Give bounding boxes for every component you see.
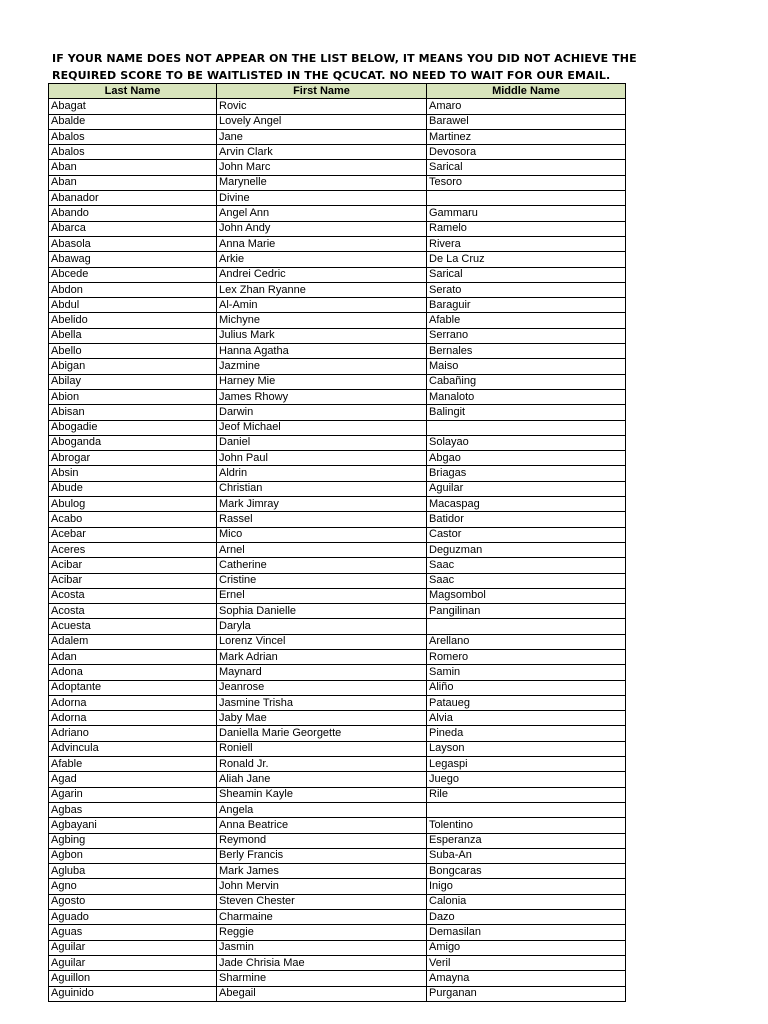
middle-name-cell: Layson [427,741,626,756]
first-name-cell: Jane [217,129,427,144]
table-row [49,741,626,756]
last-name-cell: Aban [49,160,217,175]
first-name-cell: Christian [217,481,427,496]
middle-name-cell: Rile [427,787,626,802]
table-row [49,955,626,970]
middle-name-cell: Maiso [427,359,626,374]
middle-name-cell: Esperanza [427,833,626,848]
middle-name-cell [427,420,626,435]
last-name-cell: Aguinido [49,986,217,1001]
table-row [49,206,626,221]
last-name-cell: Agbon [49,848,217,863]
table-row [49,649,626,664]
first-name-cell: Arkie [217,252,427,267]
table-row [49,894,626,909]
first-name-cell: Jaby Mae [217,711,427,726]
last-name-cell: Afable [49,757,217,772]
middle-name-cell: Amigo [427,940,626,955]
middle-name-cell: Devosora [427,145,626,160]
table-row [49,818,626,833]
middle-name-cell: Samin [427,665,626,680]
middle-name-cell: Martinez [427,129,626,144]
middle-name-cell: Ramelo [427,221,626,236]
first-name-cell: John Paul [217,451,427,466]
table-row [49,542,626,557]
table-row [49,879,626,894]
table-row [49,481,626,496]
first-name-cell: Daniella Marie Georgette [217,726,427,741]
middle-name-cell: Saac [427,558,626,573]
first-name-cell: Aliah Jane [217,772,427,787]
last-name-cell: Abdul [49,298,217,313]
table-row [49,298,626,313]
last-name-cell: Agno [49,879,217,894]
first-name-cell: Charmaine [217,910,427,925]
table-row [49,420,626,435]
last-name-cell: Abrogar [49,451,217,466]
middle-name-cell: Pangilinan [427,604,626,619]
middle-name-cell: Aguilar [427,481,626,496]
table-row [49,175,626,190]
first-name-cell: Mark Jimray [217,497,427,512]
notice-text [52,50,652,84]
first-name-cell: Arvin Clark [217,145,427,160]
first-name-cell: Julius Mark [217,328,427,343]
middle-name-cell: Romero [427,649,626,664]
table-row [49,573,626,588]
first-name-cell: Ronald Jr. [217,757,427,772]
table-row [49,160,626,175]
table-row [49,405,626,420]
middle-name-cell: Bongcaras [427,864,626,879]
first-name-cell: Cristine [217,573,427,588]
first-name-cell: Angela [217,802,427,817]
table-row [49,451,626,466]
table-row [49,695,626,710]
last-name-cell: Adan [49,649,217,664]
first-name-cell: Arnel [217,542,427,557]
first-name-cell: Reggie [217,925,427,940]
middle-name-cell: Calonia [427,894,626,909]
first-name-cell: Lovely Angel [217,114,427,129]
table-row [49,680,626,695]
first-name-cell: Jasmine Trisha [217,695,427,710]
table-row [49,986,626,1001]
last-name-cell: Adriano [49,726,217,741]
first-name-cell: Marynelle [217,175,427,190]
first-name-cell: Berly Francis [217,848,427,863]
table-row [49,711,626,726]
first-name-cell: Steven Chester [217,894,427,909]
last-name-cell: Acabo [49,512,217,527]
middle-name-cell: Alvia [427,711,626,726]
middle-name-cell [427,619,626,634]
last-name-cell: Agluba [49,864,217,879]
middle-name-cell: Tesoro [427,175,626,190]
last-name-cell: Adorna [49,695,217,710]
middle-name-cell: Deguzman [427,542,626,557]
last-name-cell: Agbayani [49,818,217,833]
first-name-cell: Daryla [217,619,427,634]
middle-name-cell: Cabañing [427,374,626,389]
middle-name-cell: Sarical [427,267,626,282]
first-name-cell: Jasmin [217,940,427,955]
middle-name-cell: Macaspag [427,497,626,512]
table-row [49,726,626,741]
first-name-cell: Anna Marie [217,236,427,251]
last-name-cell: Abasola [49,236,217,251]
last-name-cell: Adorna [49,711,217,726]
first-name-cell: Angel Ann [217,206,427,221]
table-row [49,129,626,144]
middle-name-cell: Arellano [427,634,626,649]
last-name-cell: Agad [49,772,217,787]
table-row [49,757,626,772]
middle-name-cell: Sarical [427,160,626,175]
first-name-cell: Anna Beatrice [217,818,427,833]
middle-name-cell: Rivera [427,236,626,251]
first-name-cell: Roniell [217,741,427,756]
first-name-cell: Lorenz Vincel [217,634,427,649]
first-name-cell: Mico [217,527,427,542]
table-row [49,512,626,527]
table-row [49,114,626,129]
last-name-cell: Acosta [49,604,217,619]
table-row [49,221,626,236]
table-row [49,864,626,879]
last-name-cell: Abagat [49,99,217,114]
first-name-cell: Abegail [217,986,427,1001]
first-name-cell: Daniel [217,435,427,450]
last-name-cell: Acebar [49,527,217,542]
middle-name-cell: Serrano [427,328,626,343]
middle-name-cell: Suba-An [427,848,626,863]
last-name-cell: Aguado [49,910,217,925]
table-row [49,328,626,343]
first-name-cell: Aldrin [217,466,427,481]
first-name-cell: John Mervin [217,879,427,894]
middle-name-cell: Aliño [427,680,626,695]
first-name-cell: Jade Chrisia Mae [217,955,427,970]
last-name-cell: Agbing [49,833,217,848]
last-name-cell: Aguillon [49,971,217,986]
table-row [49,389,626,404]
first-name-cell: Al-Amin [217,298,427,313]
last-name-cell: Abisan [49,405,217,420]
last-name-cell: Adalem [49,634,217,649]
table-row [49,787,626,802]
last-name-cell: Adoptante [49,680,217,695]
table-row [49,466,626,481]
first-name-cell: Jeanrose [217,680,427,695]
last-name-cell: Abawag [49,252,217,267]
header-last-name: Last Name [49,84,217,99]
table-row [49,282,626,297]
header-row [49,84,626,99]
middle-name-cell: Serato [427,282,626,297]
last-name-cell: Advincula [49,741,217,756]
table-row [49,497,626,512]
table-row [49,925,626,940]
table-row [49,604,626,619]
middle-name-cell: Tolentino [427,818,626,833]
last-name-cell: Acosta [49,588,217,603]
middle-name-cell: Gammaru [427,206,626,221]
first-name-cell: Hanna Agatha [217,344,427,359]
first-name-cell: Rassel [217,512,427,527]
middle-name-cell: De La Cruz [427,252,626,267]
table-row [49,527,626,542]
last-name-cell: Abalos [49,145,217,160]
middle-name-cell: Inigo [427,879,626,894]
middle-name-cell: Bernales [427,344,626,359]
first-name-cell: Andrei Cedric [217,267,427,282]
last-name-cell: Acibar [49,558,217,573]
last-name-cell: Abogadie [49,420,217,435]
notice-line-1: IF YOUR NAME DOES NOT APPEAR ON THE LIST BELOW, IT MEANS YOU DID NOT ACHIEVE THE [52,52,637,65]
middle-name-cell: Dazo [427,910,626,925]
first-name-cell: James Rhowy [217,389,427,404]
first-name-cell: Reymond [217,833,427,848]
middle-name-cell: Juego [427,772,626,787]
table-row [49,833,626,848]
last-name-cell: Abdon [49,282,217,297]
first-name-cell: Catherine [217,558,427,573]
middle-name-cell: Balingit [427,405,626,420]
first-name-cell: Darwin [217,405,427,420]
last-name-cell: Abude [49,481,217,496]
middle-name-cell: Solayao [427,435,626,450]
middle-name-cell: Legaspi [427,757,626,772]
header-middle-name: Middle Name [427,84,626,99]
last-name-cell: Aboganda [49,435,217,450]
first-name-cell: Divine [217,191,427,206]
last-name-cell: Abarca [49,221,217,236]
last-name-cell: Agosto [49,894,217,909]
last-name-cell: Acibar [49,573,217,588]
last-name-cell: Aguilar [49,940,217,955]
last-name-cell: Abigan [49,359,217,374]
last-name-cell: Agarin [49,787,217,802]
table-row [49,191,626,206]
table-row [49,344,626,359]
middle-name-cell: Barawel [427,114,626,129]
table-row [49,588,626,603]
first-name-cell: Lex Zhan Ryanne [217,282,427,297]
table-row [49,374,626,389]
middle-name-cell [427,802,626,817]
last-name-cell: Aguilar [49,955,217,970]
middle-name-cell: Abgao [427,451,626,466]
middle-name-cell: Afable [427,313,626,328]
first-name-cell: John Andy [217,221,427,236]
table-row [49,252,626,267]
last-name-cell: Abalde [49,114,217,129]
first-name-cell: Ernel [217,588,427,603]
first-name-cell: Sophia Danielle [217,604,427,619]
middle-name-cell: Demasilan [427,925,626,940]
last-name-cell: Abelido [49,313,217,328]
first-name-cell: Sheamin Kayle [217,787,427,802]
table-row [49,910,626,925]
middle-name-cell: Baraguir [427,298,626,313]
table-row [49,236,626,251]
last-name-cell: Abulog [49,497,217,512]
table-row [49,313,626,328]
last-name-cell: Abando [49,206,217,221]
last-name-cell: Abcede [49,267,217,282]
last-name-cell: Absin [49,466,217,481]
names-table [48,83,626,1002]
header-first-name: First Name [217,84,427,99]
table-row [49,435,626,450]
middle-name-cell [427,191,626,206]
table-row [49,99,626,114]
last-name-cell: Aban [49,175,217,190]
middle-name-cell: Castor [427,527,626,542]
middle-name-cell: Veril [427,955,626,970]
last-name-cell: Aceres [49,542,217,557]
table-row [49,359,626,374]
table-row [49,665,626,680]
table-body [49,99,626,1002]
last-name-cell: Abilay [49,374,217,389]
middle-name-cell: Amaro [427,99,626,114]
table-row [49,558,626,573]
middle-name-cell: Pineda [427,726,626,741]
middle-name-cell: Purganan [427,986,626,1001]
table-row [49,145,626,160]
middle-name-cell: Briagas [427,466,626,481]
last-name-cell: Abion [49,389,217,404]
last-name-cell: Abanador [49,191,217,206]
last-name-cell: Abello [49,344,217,359]
table-row [49,848,626,863]
table-row [49,267,626,282]
table-row [49,971,626,986]
first-name-cell: Sharmine [217,971,427,986]
last-name-cell: Aguas [49,925,217,940]
middle-name-cell: Saac [427,573,626,588]
table-row [49,619,626,634]
middle-name-cell: Batidor [427,512,626,527]
first-name-cell: Mark James [217,864,427,879]
first-name-cell: Michyne [217,313,427,328]
table-row [49,940,626,955]
last-name-cell: Adona [49,665,217,680]
middle-name-cell: Amayna [427,971,626,986]
table-row [49,802,626,817]
last-name-cell: Agbas [49,802,217,817]
last-name-cell: Abella [49,328,217,343]
middle-name-cell: Manaloto [427,389,626,404]
first-name-cell: Rovic [217,99,427,114]
first-name-cell: Harney Mie [217,374,427,389]
last-name-cell: Abalos [49,129,217,144]
first-name-cell: Mark Adrian [217,649,427,664]
first-name-cell: Jazmine [217,359,427,374]
first-name-cell: Jeof Michael [217,420,427,435]
table-row [49,634,626,649]
middle-name-cell: Pataueg [427,695,626,710]
notice-line-2: REQUIRED SCORE TO BE WAITLISTED IN THE QCUCAT. NO NEED TO WAIT FOR OUR EMAIL. [52,69,611,82]
first-name-cell: John Marc [217,160,427,175]
table-row [49,772,626,787]
middle-name-cell: Magsombol [427,588,626,603]
last-name-cell: Acuesta [49,619,217,634]
first-name-cell: Maynard [217,665,427,680]
